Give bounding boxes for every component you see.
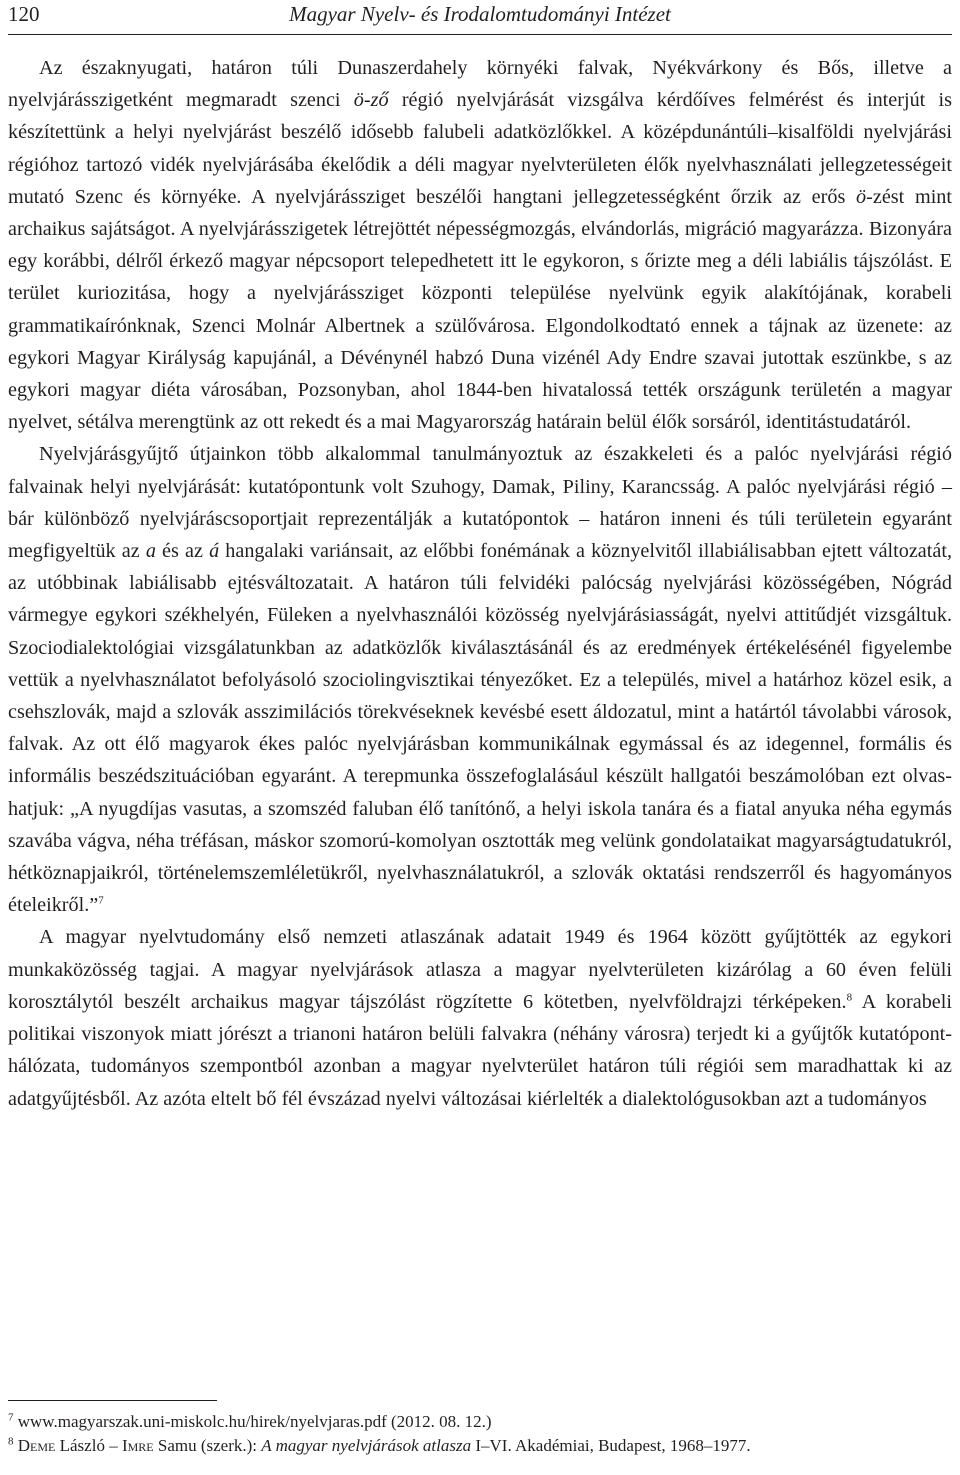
footnote-ref-7[interactable]: 7 — [98, 894, 104, 907]
footnote-number: 7 — [8, 1411, 14, 1424]
text-run: -zést mint archaikus sajátságot. A nyelvjárásszigetek létrejöttét népességmozgás, elvándorlás, migráció magyarázza. Bizonyára egy korábbi, délről érkező magyar népcsoport telepedhetett itt le egykoron, s őrizte meg a déli labiális tájszólást. E terület kuriozitása, hogy a nyelvjárássziget központi települése nyelvünk egyik alakítójának, korabeli grammatikaírónknak, Szenci Molnár Albertnek a szülővárosa. Elgondolkodtató ennek a tájnak az üzenete: az egykori Magyar Királyság kapujánál, a Dévénynél habzó Duna vizénél Ady Endre szavai jutottak eszünkbe, s az egykori magyar diéta városában, Pozsonyban, ahol 1844-ben hivatalossá tették országunk területén a magyar nyelvet, sétálva merengtünk az ott rekedt és a mai Magyarország határain belül élők sorsáról, identitástudatáról. — [8, 185, 953, 434]
footnote-text[interactable]: www.magyarszak.uni-miskolc.hu/hirek/nyelvjaras.pdf (2012. 08. 12.) — [13, 1412, 492, 1431]
footnote-7 — [8, 1410, 952, 1434]
text-run: Nyelvjárásgyűjtő útjainkon több alkalommal tanulmányoztuk az északkeleti és a palóc nyelvjárási régió falvainak helyi nyelvjárását: kutatópontunk volt Szuhogy, Damak, Piliny, Karancsság. A palóc nyelvjárási régió – bár különböző nyelvjáráscsoportjait reprezentálják a kutatópontok – határon inneni és túli területein egyaránt megfigyeltük az — [8, 443, 952, 563]
footnote-text: László – — [55, 1436, 122, 1455]
italic-run: ö — [353, 89, 364, 112]
footnote-ref-8[interactable]: 8 — [846, 991, 853, 1004]
author-surname: mre — [127, 1436, 154, 1455]
footnote-text: Samu (szerk.): — [153, 1436, 262, 1455]
text-run: - — [363, 89, 371, 112]
author-initial: D — [13, 1436, 31, 1455]
footnotes — [8, 1410, 952, 1458]
text-run: Az északnyugati, határon túli Dunaszerdahely környéki falvak, Nyékvárkony és Bős, illetve a nyelvjárásszigetként megmaradt szenci — [8, 57, 952, 112]
footnote-divider — [8, 1400, 217, 1401]
book-title: A magyar nyelvjárások atlasza — [261, 1436, 472, 1455]
italic-run: ö — [856, 185, 867, 208]
author-surname: eme — [30, 1436, 56, 1455]
paragraph-3 — [8, 921, 952, 1114]
page-number: 120 — [8, 2, 40, 26]
italic-run: ző — [370, 89, 389, 112]
text-run: és az — [155, 540, 210, 563]
running-title: Magyar Nyelv- és Irodalomtudományi Intézet — [289, 2, 671, 26]
footnote-text: I–VI. Akadémiai, Budapest, 1968–1977. — [471, 1436, 751, 1455]
text-run: A magyar nyelvtudomány első nemzeti atlaszának adatait 1949 és 1964 között gyűjtötték az egykori munkaközösség tagjai. A magyar nyelvjárások atlasza a magyar nyelvterületen kizárólag a 60 éven felüli korosztálytól beszélt archaikus magyar tájszólást rögzítette 6 kötetben, nyelvföldrajzi térképeken. — [8, 926, 952, 1013]
text-run: hangalaki variánsait, az előbbi fonémának a köznyelvitől illabiálisabban ejtett változatát, az utóbbinak labiálisabb ejtésváltozatait. A határon túli felvidéki palócság nyelvjárási közösségében, Nógrád vármegye egykori székhelyén, Füleken a nyelvhasználói közösség nyelvjárásiasságát, nyelvi attitűdjét vizsgáltuk. Szociodialektológiai vizsgálatunkban az adatközlők kiválasztásánál és az eredmények értékelésénél figyelembe vettük a nyelvhasználatot befolyásoló szociolingvisztikai tényezőket. Ez a település, mivel a határhoz közel esik, a csehszlovák, majd a szlovák asszimilációs törekvéseknek kevésbé esett áldozatul, mint a határtól távolabbi városok, falvak. Az ott élő magyarok ékes palóc nyelvjárásban kommunikálnak egymással és az idegennel, formális és informális beszédszituációban egyaránt. A terepmunka összefoglalásául készült hallgatói beszámolóban ezt olvashatjuk: „A nyugdíjas vasutas, a szomszéd faluban élő tanítónő, a helyi iskola tanára és a fiatal anyuka néha egymás szavába vágva, néha tréfásan, máskor szomorú-komolyan osztották meg velünk gondolataikat magyarságtudatukról, hétköznapjaikról, történelemszemléletükről, nyelvhasználatukról, a szlovák oktatási rendszerről és hagyományos ételeikről.” — [8, 540, 952, 917]
body-text — [8, 52, 952, 1115]
text-run: A korabeli politikai viszonyok miatt jórészt a trianoni határon belüli falvakra (néhány városra) terjedt ki a gyűjtők kutatópont-hálózata, tudományos szempontból azonban a magyar nyelvterület határon túli régiói sem maradhattak ki az adatgyűjtésből. Az azóta eltelt bő fél évszázad nyelvi változásai kiérlelték a dialektológusokban azt a tudományos — [8, 990, 952, 1110]
italic-run: á — [209, 540, 220, 563]
footnote-8 — [8, 1434, 952, 1458]
footnote-number: 8 — [8, 1435, 14, 1448]
italic-run: a — [145, 540, 156, 563]
text-run: régió nyelvjárását vizsgálva kérdőíves felmérést és interjút is készítettünk a helyi nyelvjárást beszélő idősebb falubeli adatközlőkkel. A középdunántúli–kisalföldi nyelvjárási régióhoz tartozó vidék nyelvjárásába ékelődik a déli magyar nyelvterületen élők nyelvhasználati jellegzetességeit mutató Szenc és környéke. A nyelvjárássziget beszélői hangtani jellegzetességként őrzik az erős — [8, 89, 952, 208]
author-initial: I — [121, 1436, 128, 1455]
running-header — [8, 0, 952, 35]
paragraph-2 — [8, 438, 952, 921]
paragraph-1 — [8, 52, 952, 438]
